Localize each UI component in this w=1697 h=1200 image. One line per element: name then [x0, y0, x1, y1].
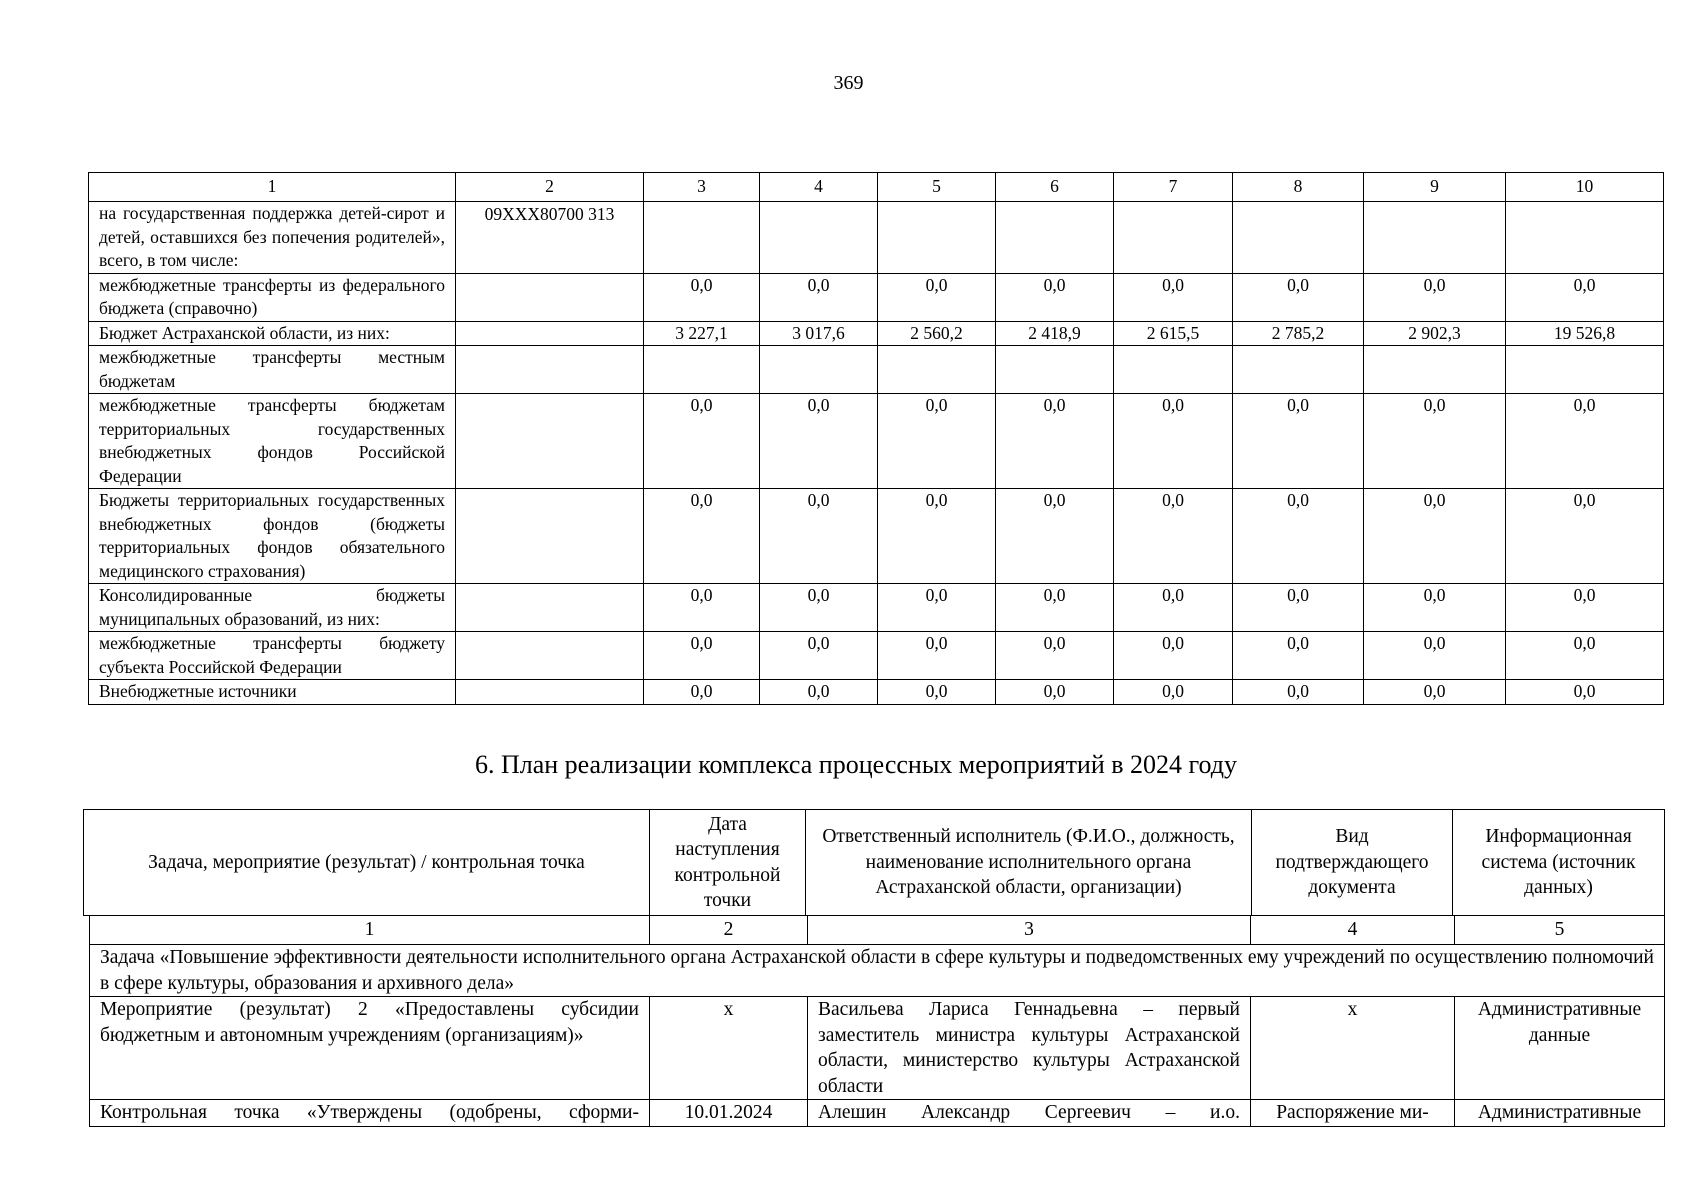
budget-value [996, 202, 1114, 274]
budget-row-label: межбюджетные трансферты местным бюджетам [89, 346, 456, 394]
budget-value: 0,0 [1364, 273, 1506, 321]
budget-row [89, 584, 1664, 632]
budget-value [1233, 346, 1364, 394]
budget-value: 2 560,2 [878, 321, 996, 346]
budget-value: 0,0 [878, 394, 996, 489]
budget-value [1114, 202, 1233, 274]
budget-row-label: на государственная поддержка детей-сирот и детей, оставшихся без попечения родителей», всего, в том числе: [89, 202, 456, 274]
budget-row-label: Внебюджетные источники [89, 680, 456, 705]
column-number: 2 [650, 916, 808, 945]
budget-value: 0,0 [1233, 680, 1364, 705]
budget-row-code [456, 346, 644, 394]
budget-row-code [456, 273, 644, 321]
plan-table [89, 915, 1665, 1127]
budget-value: 2 418,9 [996, 321, 1114, 346]
budget-row [89, 202, 1664, 274]
budget-row-label: Бюджеты территориальных государственных внебюджетных фондов (бюджеты территориальных фондов обязательного медицинского страхования) [89, 489, 456, 584]
budget-row [89, 632, 1664, 680]
budget-value: 0,0 [878, 680, 996, 705]
budget-row-code [456, 680, 644, 705]
checkpoint-name: Контрольная точка «Утверждены (одобрены, сформи- [90, 1100, 650, 1127]
column-number: 3 [644, 173, 760, 202]
budget-value: 0,0 [1114, 680, 1233, 705]
budget-value: 0,0 [1506, 489, 1664, 584]
budget-value: 0,0 [996, 273, 1114, 321]
budget-value: 0,0 [760, 680, 878, 705]
checkpoint-system: Административные [1455, 1100, 1665, 1127]
budget-value: 0,0 [1114, 273, 1233, 321]
activity-responsible: Васильева Лариса Геннадьевна – первый заместитель министра культуры Астраханской области, министерство культуры Астраханской области [808, 997, 1251, 1100]
column-number: 10 [1506, 173, 1664, 202]
column-number: 5 [1455, 916, 1665, 945]
budget-value: 0,0 [760, 489, 878, 584]
column-number: 1 [90, 916, 650, 945]
budget-value: 0,0 [1364, 584, 1506, 632]
column-number: 4 [760, 173, 878, 202]
section-title: 6. План реализации комплекса процессных мероприятий в 2024 году [474, 750, 1238, 779]
budget-value: 0,0 [1233, 394, 1364, 489]
plan-table-header [83, 809, 1665, 916]
budget-value: 0,0 [760, 584, 878, 632]
budget-row [89, 394, 1664, 489]
plan-column-numbers-row [90, 916, 1665, 945]
budget-value: 0,0 [878, 584, 996, 632]
budget-value: 0,0 [996, 394, 1114, 489]
activity-date: х [650, 997, 808, 1100]
budget-value: 0,0 [996, 489, 1114, 584]
budget-value: 0,0 [1114, 584, 1233, 632]
budget-row-label: Консолидированные бюджеты муниципальных образований, из них: [89, 584, 456, 632]
budget-value: 19 526,8 [1506, 321, 1664, 346]
task-text: Задача «Повышение эффективности деятельности исполнительного органа Астраханской области в сфере культуры и подведомственных ему учреждений по осуществлению полномочий в сфере культуры, образования и архивного дела» [90, 945, 1665, 997]
budget-value: 0,0 [1114, 489, 1233, 584]
budget-row [89, 489, 1664, 584]
budget-value: 0,0 [878, 632, 996, 680]
budget-value [878, 346, 996, 394]
budget-row-label: межбюджетные трансферты бюджету субъекта Российской Федерации [89, 632, 456, 680]
page-number: 369 [833, 72, 864, 94]
activity-system: Административные данные [1455, 997, 1665, 1100]
budget-value: 0,0 [996, 680, 1114, 705]
budget-value: 0,0 [1364, 489, 1506, 584]
budget-value: 0,0 [1506, 680, 1664, 705]
budget-value [996, 346, 1114, 394]
budget-value: 0,0 [1364, 632, 1506, 680]
budget-value: 0,0 [760, 273, 878, 321]
budget-row [89, 346, 1664, 394]
budget-row-code [456, 489, 644, 584]
budget-row-code [456, 394, 644, 489]
budget-row [89, 321, 1664, 346]
budget-value [1114, 346, 1233, 394]
header-task: Задача, мероприятие (результат) / контрольная точка [84, 810, 650, 916]
column-number: 1 [89, 173, 456, 202]
budget-value: 0,0 [1364, 394, 1506, 489]
budget-value [760, 202, 878, 274]
budget-row-code [456, 321, 644, 346]
header-responsible: Ответственный исполнитель (Ф.И.О., должность, наименование исполнительного органа Астраханской области, организации) [806, 810, 1252, 916]
budget-value: 0,0 [1364, 680, 1506, 705]
budget-value: 0,0 [1114, 632, 1233, 680]
budget-column-numbers-row [89, 173, 1664, 202]
budget-value: 0,0 [878, 273, 996, 321]
budget-value: 0,0 [644, 489, 760, 584]
budget-value: 0,0 [644, 632, 760, 680]
header-system: Информационная система (источник данных) [1453, 810, 1665, 916]
budget-row-label: межбюджетные трансферты из федерального бюджета (справочно) [89, 273, 456, 321]
budget-value [1364, 202, 1506, 274]
plan-row [90, 1100, 1665, 1127]
budget-value: 2 902,3 [1364, 321, 1506, 346]
budget-value: 0,0 [996, 584, 1114, 632]
activity-document: х [1251, 997, 1455, 1100]
plan-row [90, 997, 1665, 1100]
column-number: 8 [1233, 173, 1364, 202]
budget-value: 0,0 [760, 394, 878, 489]
budget-value: 2 615,5 [1114, 321, 1233, 346]
budget-value: 2 785,2 [1233, 321, 1364, 346]
budget-value: 0,0 [1506, 273, 1664, 321]
column-number: 9 [1364, 173, 1506, 202]
column-number: 4 [1251, 916, 1455, 945]
budget-row-code [456, 632, 644, 680]
budget-row [89, 680, 1664, 705]
checkpoint-document: Распоряжение ми- [1251, 1100, 1455, 1127]
budget-value: 0,0 [1233, 489, 1364, 584]
task-row [90, 945, 1665, 997]
column-number: 5 [878, 173, 996, 202]
column-number: 6 [996, 173, 1114, 202]
budget-value: 0,0 [1233, 273, 1364, 321]
budget-value [1233, 202, 1364, 274]
budget-value: 0,0 [996, 632, 1114, 680]
budget-value: 0,0 [1506, 632, 1664, 680]
budget-value [644, 202, 760, 274]
budget-value: 0,0 [644, 273, 760, 321]
budget-value: 0,0 [644, 584, 760, 632]
budget-value: 0,0 [644, 680, 760, 705]
header-date: Дата наступления контрольной точки [650, 810, 806, 916]
budget-row-label: Бюджет Астраханской области, из них: [89, 321, 456, 346]
budget-value [1506, 346, 1664, 394]
budget-value: 0,0 [1506, 584, 1664, 632]
budget-value [760, 346, 878, 394]
budget-value: 0,0 [1114, 394, 1233, 489]
budget-value: 3 017,6 [760, 321, 878, 346]
budget-table [88, 172, 1664, 705]
checkpoint-responsible: Алешин Александр Сергеевич – и.о. [808, 1100, 1251, 1127]
budget-value: 0,0 [878, 489, 996, 584]
budget-value [1364, 346, 1506, 394]
budget-row-label: межбюджетные трансферты бюджетам территориальных государственных внебюджетных фондов Российской Федерации [89, 394, 456, 489]
budget-row-code: 09ХХХ80700 313 [456, 202, 644, 274]
budget-value [644, 346, 760, 394]
budget-value [1506, 202, 1664, 274]
budget-value: 0,0 [760, 632, 878, 680]
budget-value: 0,0 [644, 394, 760, 489]
checkpoint-date: 10.01.2024 [650, 1100, 808, 1127]
column-number: 3 [808, 916, 1251, 945]
budget-value: 3 227,1 [644, 321, 760, 346]
activity-name: Мероприятие (результат) 2 «Предоставлены субсидии бюджетным и автономным учреждениям (организациям)» [90, 997, 650, 1100]
budget-value: 0,0 [1233, 584, 1364, 632]
budget-row-code [456, 584, 644, 632]
budget-value: 0,0 [1506, 394, 1664, 489]
budget-value: 0,0 [1233, 632, 1364, 680]
column-number: 7 [1114, 173, 1233, 202]
header-document: Вид подтверждающего документа [1252, 810, 1453, 916]
budget-value [878, 202, 996, 274]
budget-row [89, 273, 1664, 321]
column-number: 2 [456, 173, 644, 202]
